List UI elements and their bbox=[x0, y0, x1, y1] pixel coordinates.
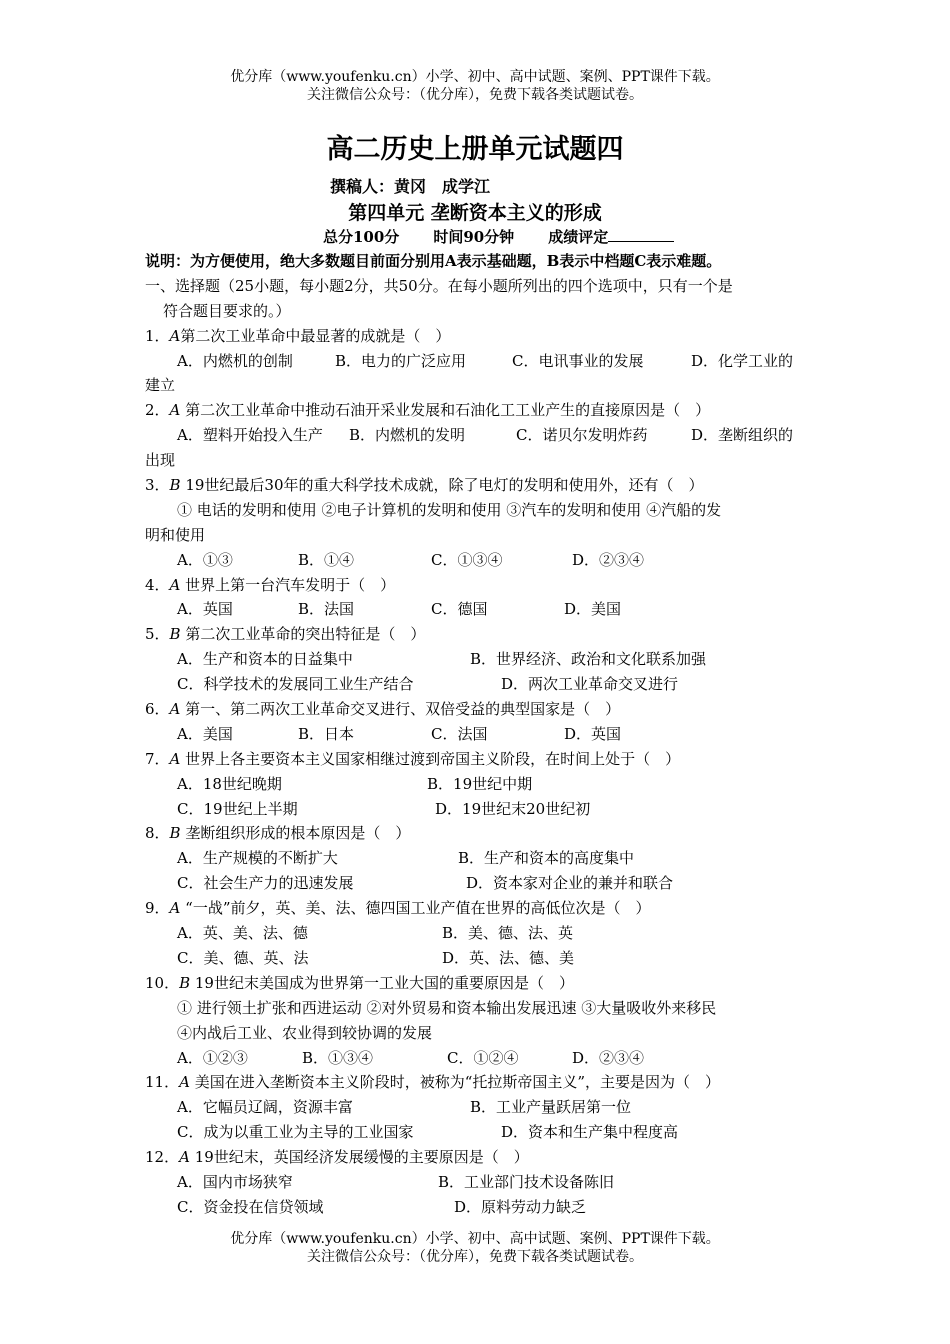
difficulty-level: A bbox=[169, 575, 181, 594]
option-c: C．19世纪上半期 bbox=[177, 799, 298, 818]
question-6 bbox=[145, 697, 811, 722]
question-text: 19世纪末美国成为世界第一工业大国的重要原因是（ ） bbox=[190, 973, 574, 992]
option-a: A．塑料开始投入生产 bbox=[177, 426, 323, 445]
option-b: B．工业产量跃居第一位 bbox=[470, 1098, 632, 1117]
question-12-options-row-2 bbox=[145, 1195, 811, 1220]
question-3-items-continuation: 明和使用 bbox=[145, 525, 206, 544]
question-11-options-row-1 bbox=[145, 1095, 811, 1120]
option-c: C．①②④ bbox=[447, 1048, 519, 1067]
question-5-options-row-2 bbox=[145, 672, 811, 697]
option-c: C．①③④ bbox=[431, 550, 503, 569]
question-8-options-row-2 bbox=[145, 871, 811, 896]
option-a: A．英国 bbox=[177, 600, 233, 619]
difficulty-level: A bbox=[169, 401, 181, 420]
question-number: 3． bbox=[145, 476, 170, 495]
question-number: 9． bbox=[145, 899, 170, 918]
question-number: 12． bbox=[145, 1148, 180, 1167]
difficulty-level: B bbox=[179, 973, 191, 992]
question-text: 第二次工业革命中推动石油开采业发展和石油化工工业产生的直接原因是（ ） bbox=[180, 401, 711, 420]
difficulty-level: A bbox=[179, 1073, 190, 1092]
author-line: 撰稿人：黄冈 成学江 bbox=[330, 177, 491, 196]
option-a: A．国内市场狭窄 bbox=[177, 1172, 293, 1191]
header-line-2: 关注微信公众号：（优分库），免费下载各类试题试卷。 bbox=[307, 87, 643, 103]
option-a: A．美国 bbox=[177, 724, 233, 743]
option-b: B．①③④ bbox=[302, 1048, 374, 1067]
question-11-options-row-2 bbox=[145, 1120, 811, 1145]
question-number: 8． bbox=[145, 824, 170, 843]
option-b: B．电力的广泛应用 bbox=[335, 351, 467, 370]
question-8-options-row-1 bbox=[145, 846, 811, 871]
question-3-options bbox=[145, 548, 811, 573]
question-number: 7． bbox=[145, 749, 170, 768]
option-c: C．电讯事业的发展 bbox=[512, 351, 644, 370]
question-text: 第二次工业革命的突出特征是（ ） bbox=[180, 625, 426, 644]
option-d-continuation: 出现 bbox=[145, 451, 176, 470]
question-1-options bbox=[145, 349, 811, 374]
option-b: B．①④ bbox=[298, 550, 355, 569]
option-a: A．生产和资本的日益集中 bbox=[177, 650, 353, 669]
option-d: D．垄断组织的 bbox=[691, 426, 794, 445]
unit-title: 第四单元 垄断资本主义的形成 bbox=[348, 202, 602, 224]
time-limit: 时间90分钟 bbox=[433, 228, 515, 246]
question-10-items-continuation: ④内战后工业、农业得到较协调的发展 bbox=[177, 1023, 433, 1042]
footer-line-2: 关注微信公众号：（优分库），免费下载各类试题试卷。 bbox=[307, 1249, 643, 1265]
question-7-options-row-2 bbox=[145, 797, 811, 822]
option-b: B．美、德、法、英 bbox=[442, 924, 574, 943]
option-d: D．资本家对企业的兼并和联合 bbox=[466, 874, 674, 893]
exam-body bbox=[145, 249, 811, 1220]
question-number: 2． bbox=[145, 401, 170, 420]
option-a: A．18世纪晚期 bbox=[177, 774, 282, 793]
option-a: A．内燃机的创制 bbox=[177, 351, 293, 370]
difficulty-level: A bbox=[169, 326, 181, 345]
question-text: 美国在进入垄断资本主义阶段时，被称为“托拉斯帝国主义”，主要是因为（ ） bbox=[189, 1073, 721, 1092]
option-c: C．成为以重工业为主导的工业国家 bbox=[177, 1123, 414, 1142]
question-9-options-row-1 bbox=[145, 921, 811, 946]
difficulty-level: A bbox=[179, 1148, 190, 1167]
option-b: B．工业部门技术设备陈旧 bbox=[438, 1172, 615, 1191]
option-d: D．②③④ bbox=[572, 550, 645, 569]
section-heading-line-2: 符合题目要求的。） bbox=[163, 301, 291, 320]
option-c: C．诺贝尔发明炸药 bbox=[516, 426, 648, 445]
difficulty-level: A bbox=[169, 700, 181, 719]
option-b: B．生产和资本的高度集中 bbox=[458, 849, 635, 868]
question-1 bbox=[145, 324, 811, 349]
question-7 bbox=[145, 747, 811, 772]
total-score: 总分100分 bbox=[323, 228, 400, 246]
option-d: D．19世纪末20世纪初 bbox=[435, 799, 591, 818]
question-12-options-row-1 bbox=[145, 1170, 811, 1195]
question-text: 垄断组织形成的根本原因是（ ） bbox=[180, 824, 411, 843]
question-text: “一战”前夕，英、美、法、德四国工业产值在世界的高低位次是（ ） bbox=[180, 899, 651, 918]
question-text: 第一、第二两次工业革命交叉进行、双倍受益的典型国家是（ ） bbox=[180, 700, 621, 719]
option-d: D．美国 bbox=[564, 600, 622, 619]
option-a: A．①②③ bbox=[177, 1048, 248, 1067]
page-header bbox=[0, 68, 950, 104]
option-d: D．英国 bbox=[564, 724, 622, 743]
instructions-note: 说明：为方便使用，绝大多数题目前面分别用A表示基础题，B表示中档题C表示难题。 bbox=[145, 252, 722, 270]
question-text: 世界上各主要资本主义国家相继过渡到帝国主义阶段，在时间上处于（ ） bbox=[180, 749, 681, 768]
exam-meta bbox=[323, 226, 674, 248]
option-c: C．社会生产力的迅速发展 bbox=[177, 874, 354, 893]
question-5-options-row-1 bbox=[145, 647, 811, 672]
option-c: C．资金投在信贷领域 bbox=[177, 1197, 324, 1216]
question-number: 11． bbox=[145, 1073, 180, 1092]
question-5 bbox=[145, 622, 811, 647]
question-11 bbox=[145, 1070, 811, 1095]
option-b: B．法国 bbox=[298, 600, 355, 619]
difficulty-level: A bbox=[169, 749, 181, 768]
option-d: D．资本和生产集中程度高 bbox=[501, 1123, 679, 1142]
question-10-items: ① 进行领土扩张和西进运动 ②对外贸易和资本输出发展迅速 ③大量吸收外来移民 bbox=[177, 998, 717, 1017]
question-number: 10． bbox=[145, 973, 180, 992]
question-4 bbox=[145, 573, 811, 598]
question-3-items: ① 电话的发明和使用 ②电子计算机的发明和使用 ③汽车的发明和使用 ④汽船的发 bbox=[177, 500, 722, 519]
question-number: 4． bbox=[145, 575, 170, 594]
question-7-options-row-1 bbox=[145, 772, 811, 797]
difficulty-level: A bbox=[169, 899, 181, 918]
exam-title: 高二历史上册单元试题四 bbox=[326, 134, 624, 165]
option-a: A．①③ bbox=[177, 550, 233, 569]
question-text: 世界上第一台汽车发明于（ ） bbox=[180, 575, 396, 594]
question-2-options bbox=[145, 423, 811, 448]
option-a: A．英、美、法、德 bbox=[177, 924, 308, 943]
rating-blank bbox=[608, 227, 674, 242]
option-b: B．日本 bbox=[298, 724, 355, 743]
option-d: D．英、法、德、美 bbox=[442, 948, 575, 967]
question-number: 6． bbox=[145, 700, 170, 719]
difficulty-level: B bbox=[169, 824, 181, 843]
page-footer bbox=[0, 1230, 950, 1266]
rating-label: 成绩评定 bbox=[548, 228, 609, 246]
question-number: 1． bbox=[145, 326, 170, 345]
question-12 bbox=[145, 1145, 811, 1170]
question-text: 第二次工业革命中最显著的成就是（ ） bbox=[180, 326, 451, 345]
option-d: D．化学工业的 bbox=[691, 351, 794, 370]
question-text: 19世纪最后30年的重大科学技术成就，除了电灯的发明和使用外，还有（ ） bbox=[180, 476, 704, 495]
option-d: D．原料劳动力缺乏 bbox=[454, 1197, 587, 1216]
option-d-continuation: 建立 bbox=[145, 376, 176, 395]
question-text: 19世纪末，英国经济发展缓慢的主要原因是（ ） bbox=[189, 1148, 529, 1167]
question-9-options-row-2 bbox=[145, 946, 811, 971]
option-b: B．世界经济、政治和文化联系加强 bbox=[470, 650, 707, 669]
difficulty-level: B bbox=[169, 476, 181, 495]
option-b: B．内燃机的发明 bbox=[349, 426, 466, 445]
question-3 bbox=[145, 473, 811, 498]
footer-line-1: 优分库（www.youfenku.cn）小学、初中、高中试题、案例、PPT课件下载。 bbox=[230, 1231, 720, 1247]
question-8 bbox=[145, 821, 811, 846]
option-c: C．德国 bbox=[431, 600, 488, 619]
option-c: C．法国 bbox=[431, 724, 488, 743]
option-a: A．生产规模的不断扩大 bbox=[177, 849, 338, 868]
option-b: B．19世纪中期 bbox=[427, 774, 533, 793]
section-heading-line-1: 一、选择题（25小题，每小题2分，共50分。在每小题所列出的四个选项中，只有一个是 bbox=[145, 276, 733, 295]
question-6-options bbox=[145, 722, 811, 747]
option-c: C．科学技术的发展同工业生产结合 bbox=[177, 675, 414, 694]
header-line-1: 优分库（www.youfenku.cn）小学、初中、高中试题、案例、PPT课件下载。 bbox=[230, 69, 720, 85]
option-a: A．它幅员辽阔，资源丰富 bbox=[177, 1098, 353, 1117]
option-d: D．②③④ bbox=[572, 1048, 645, 1067]
question-9 bbox=[145, 896, 811, 921]
question-number: 5． bbox=[145, 625, 170, 644]
question-4-options bbox=[145, 597, 811, 622]
question-10 bbox=[145, 971, 811, 996]
question-10-options bbox=[145, 1046, 811, 1071]
difficulty-level: B bbox=[169, 625, 181, 644]
question-2 bbox=[145, 398, 811, 423]
option-d: D．两次工业革命交叉进行 bbox=[501, 675, 679, 694]
option-c: C．美、德、英、法 bbox=[177, 948, 309, 967]
